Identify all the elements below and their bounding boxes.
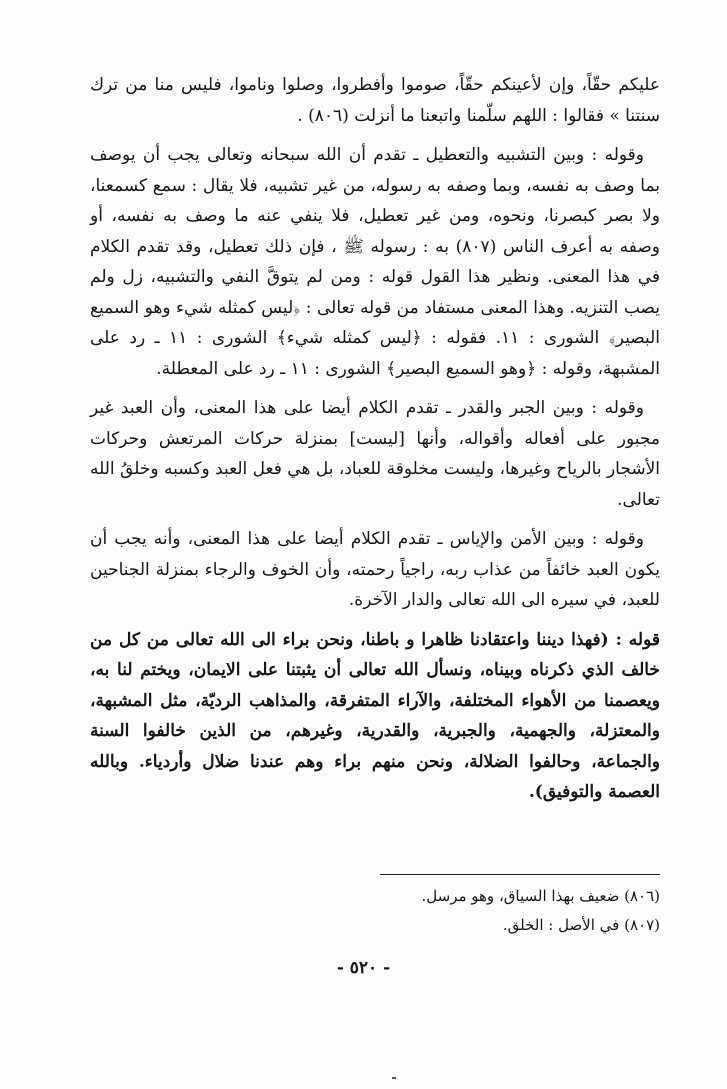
page-number: - ٥٢٠ - xyxy=(336,958,391,978)
scan-speck xyxy=(392,1077,396,1079)
footnote-divider xyxy=(380,874,660,875)
paragraph-jabr-qadar: وقوله : وبين الجبر والقدر ـ تقدم الكلام أيضا على هذا المعنى، وأن العبد غير مجبور على أفعاله وأقواله، وأنها [ليست] بمنزلة حركات المرتعش وحركات الأشجار بالرياح وغيرها، وليست مخلوقة للعباد، بل هي فعل العبد وكسبه وخلقُ الله تعالى. xyxy=(90,398,660,510)
paragraph-amn-iyas: وقوله : وبين الأمن والإياس ـ تقدم الكلام أيضا على هذا المعنى، وأنه يجب أن يكون العبد خائفاً من عذاب ربه، راجياً رحمته، وأن الخوف والرجاء بمنزلة الجناحين للعبد، في سيره الى الله تعالى والدار الآخرة. xyxy=(90,529,660,610)
paragraph-continuation: عليكم حقّاً، وإن لأعينكم حقّاً، صوموا وأفطروا، وصلوا وناموا، فليس منا من ترك سنتنا » فقالوا : اللهم سلّمنا واتبعنا ما أنزلت (٨٠٦) . xyxy=(90,75,660,126)
footnote-807: (٨٠٧) في الأصل : الخلق. xyxy=(502,916,660,934)
footnote-806: (٨٠٦) ضعيف بهذا السياق، وهو مرسل. xyxy=(421,887,660,905)
main-text xyxy=(90,70,660,817)
paragraph-tashbih-tatil: وقوله : وبين التشبيه والتعطيل ـ تقدم أن الله سبحانه وتعالى يجب أن يوصف بما وصف به نفسه، وبما وصفه به رسوله، من غير تشبيه، فلا يقال : سمع كسمعنا، ولا بصر كبصرنا، ونحوه، ومن غير تعطيل، فلا ينفي عنه ما وصف به نفسه، أو وصفه به أعرف الناس (٨٠٧) به : رسوله ﷺ ، فإن ذلك تعطيل، وقد تقدم الكلام في هذا المعنى. ونظير هذا القول قوله : ومن لم يتوقَّ النفي والتشبيه، زل ولم يصب التنزيه. وهذا المعنى مستفاد من قوله تعالى : ﴿ليس كمثله شيء وهو السميع البصير﴾ الشورى : ١١. فقوله : ﴿ليس كمثله شيء﴾ الشورى : ١١ ـ رد على المشبهة، وقوله : ﴿وهو السميع البصير﴾ الشورى : ١١ ـ رد على المعطلة. xyxy=(90,145,661,379)
paragraph-matn-quote: قوله : (فهذا ديننا واعتقادنا ظاهرا و باطنا، ونحن براء الى الله تعالى من كل من خالف الذي ذكرناه وبيناه، ونسأل الله تعالى أن يثبتنا على الايمان، ويختم لنا به، ويعصمنا من الأهواء المختلفة، والآراء المتفرقة، والمذاهب الرديّة، مثل المشبهة، والمعتزلة، والجهمية، والجبرية، والقدرية، وغيرهم، من الذين خالفوا السنة والجماعة، وحالفوا الضلالة، ونحن منهم براء وهم عندنا ضلال وأردياء. وبالله العصمة والتوفيق). xyxy=(90,629,660,802)
footnotes xyxy=(200,882,660,940)
